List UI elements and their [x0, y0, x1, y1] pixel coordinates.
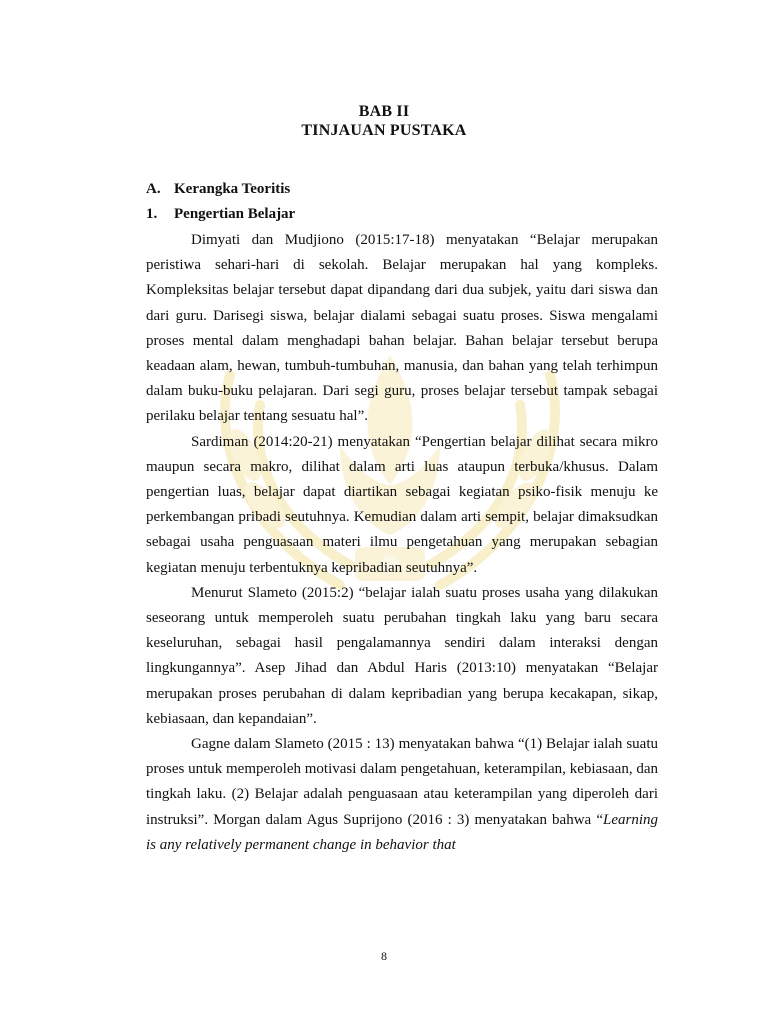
section-number: A. — [146, 181, 161, 197]
subsection-label: Pengertian Belajar — [174, 206, 296, 222]
paragraph-slameto: Menurut Slameto (2015:2) “belajar ialah suatu proses usaha yang dilakukan seseorang untuk memperoleh suatu perubahan tingkah laku yang baru secara keseluruhan, sebagai hasil pengalamannya sendiri dalam interaksi dengan lingkungannya”. Asep Jihad dan Abdul Haris (2013:10) menyatakan “Belajar merupakan proses perubahan di dalam kepribadian yang berupa kecakapan, sikap, kebiasaan, dan kepandaian”. — [146, 584, 658, 727]
paragraph-sardiman: Sardiman (2014:20-21) menyatakan “Pengertian belajar dilihat secara mikro maupun secara makro, dilihat dalam arti luas ataupun terbuka/khusus. Dalam pengertian luas, belajar dapat diartikan sebagai kegiatan psiko-fisik menuju ke perkembangan pribadi seutuhnya. Kemudian dalam arti sempit, belajar dimaksudkan sebagai usaha penguasaan materi ilmu pengetahuan yang merupakan sebagian kegiatan menuju terbentuknya kepribadian seutuhnya”. — [146, 433, 658, 576]
paragraph-gagne — [146, 732, 658, 858]
subsection-heading-1 — [146, 206, 295, 223]
chapter-heading: BAB II — [358, 103, 410, 120]
section-heading-a — [146, 181, 290, 198]
chapter-title: TINJAUAN PUSTAKA — [301, 122, 467, 139]
paragraph-gagne-text: Gagne dalam Slameto (2015 : 13) menyatakan bahwa “(1) Belajar ialah suatu proses untuk memperoleh motivasi dalam pengetahuan, keterampilan, kebiasaan, dan tingkah laku. (2) Belajar adalah penguasaan atau keterampilan yang diperoleh dari instruksi”. Morgan dalam Agus Suprijono (2016 : 3) menyatakan bahwa “ — [146, 736, 658, 828]
paragraph-dimyati: Dimyati dan Mudjiono (2015:17-18) menyatakan “Belajar merupakan peristiwa sehari-hari di sekolah. Belajar merupakan hal yang kompleks. Kompleksitas belajar tersebut dapat dipandang dari dua subjek, yaitu dari siswa dan dari guru. Darisegi siswa, belajar dialami sebagai suatu proses. Siswa mengalami proses mental dalam menghadapi bahan belajar. Bahan belajar tersebut berupa keadaan alam, hewan, tumbuh-tumbuhan, manusia, dan bahan yang telah terhimpun dalam buku-buku pelajaran. Dari segi guru, proses belajar tersebut tampak sebagai perilaku belajar tentang sesuatu hal”. — [146, 232, 658, 425]
section-label: Kerangka Teoritis — [174, 181, 291, 197]
page-number: 8 — [381, 949, 387, 963]
italic-quote: Learning is any relatively permanent change in behavior that — [146, 811, 658, 853]
body-text — [146, 228, 658, 858]
subsection-number: 1. — [146, 206, 158, 222]
